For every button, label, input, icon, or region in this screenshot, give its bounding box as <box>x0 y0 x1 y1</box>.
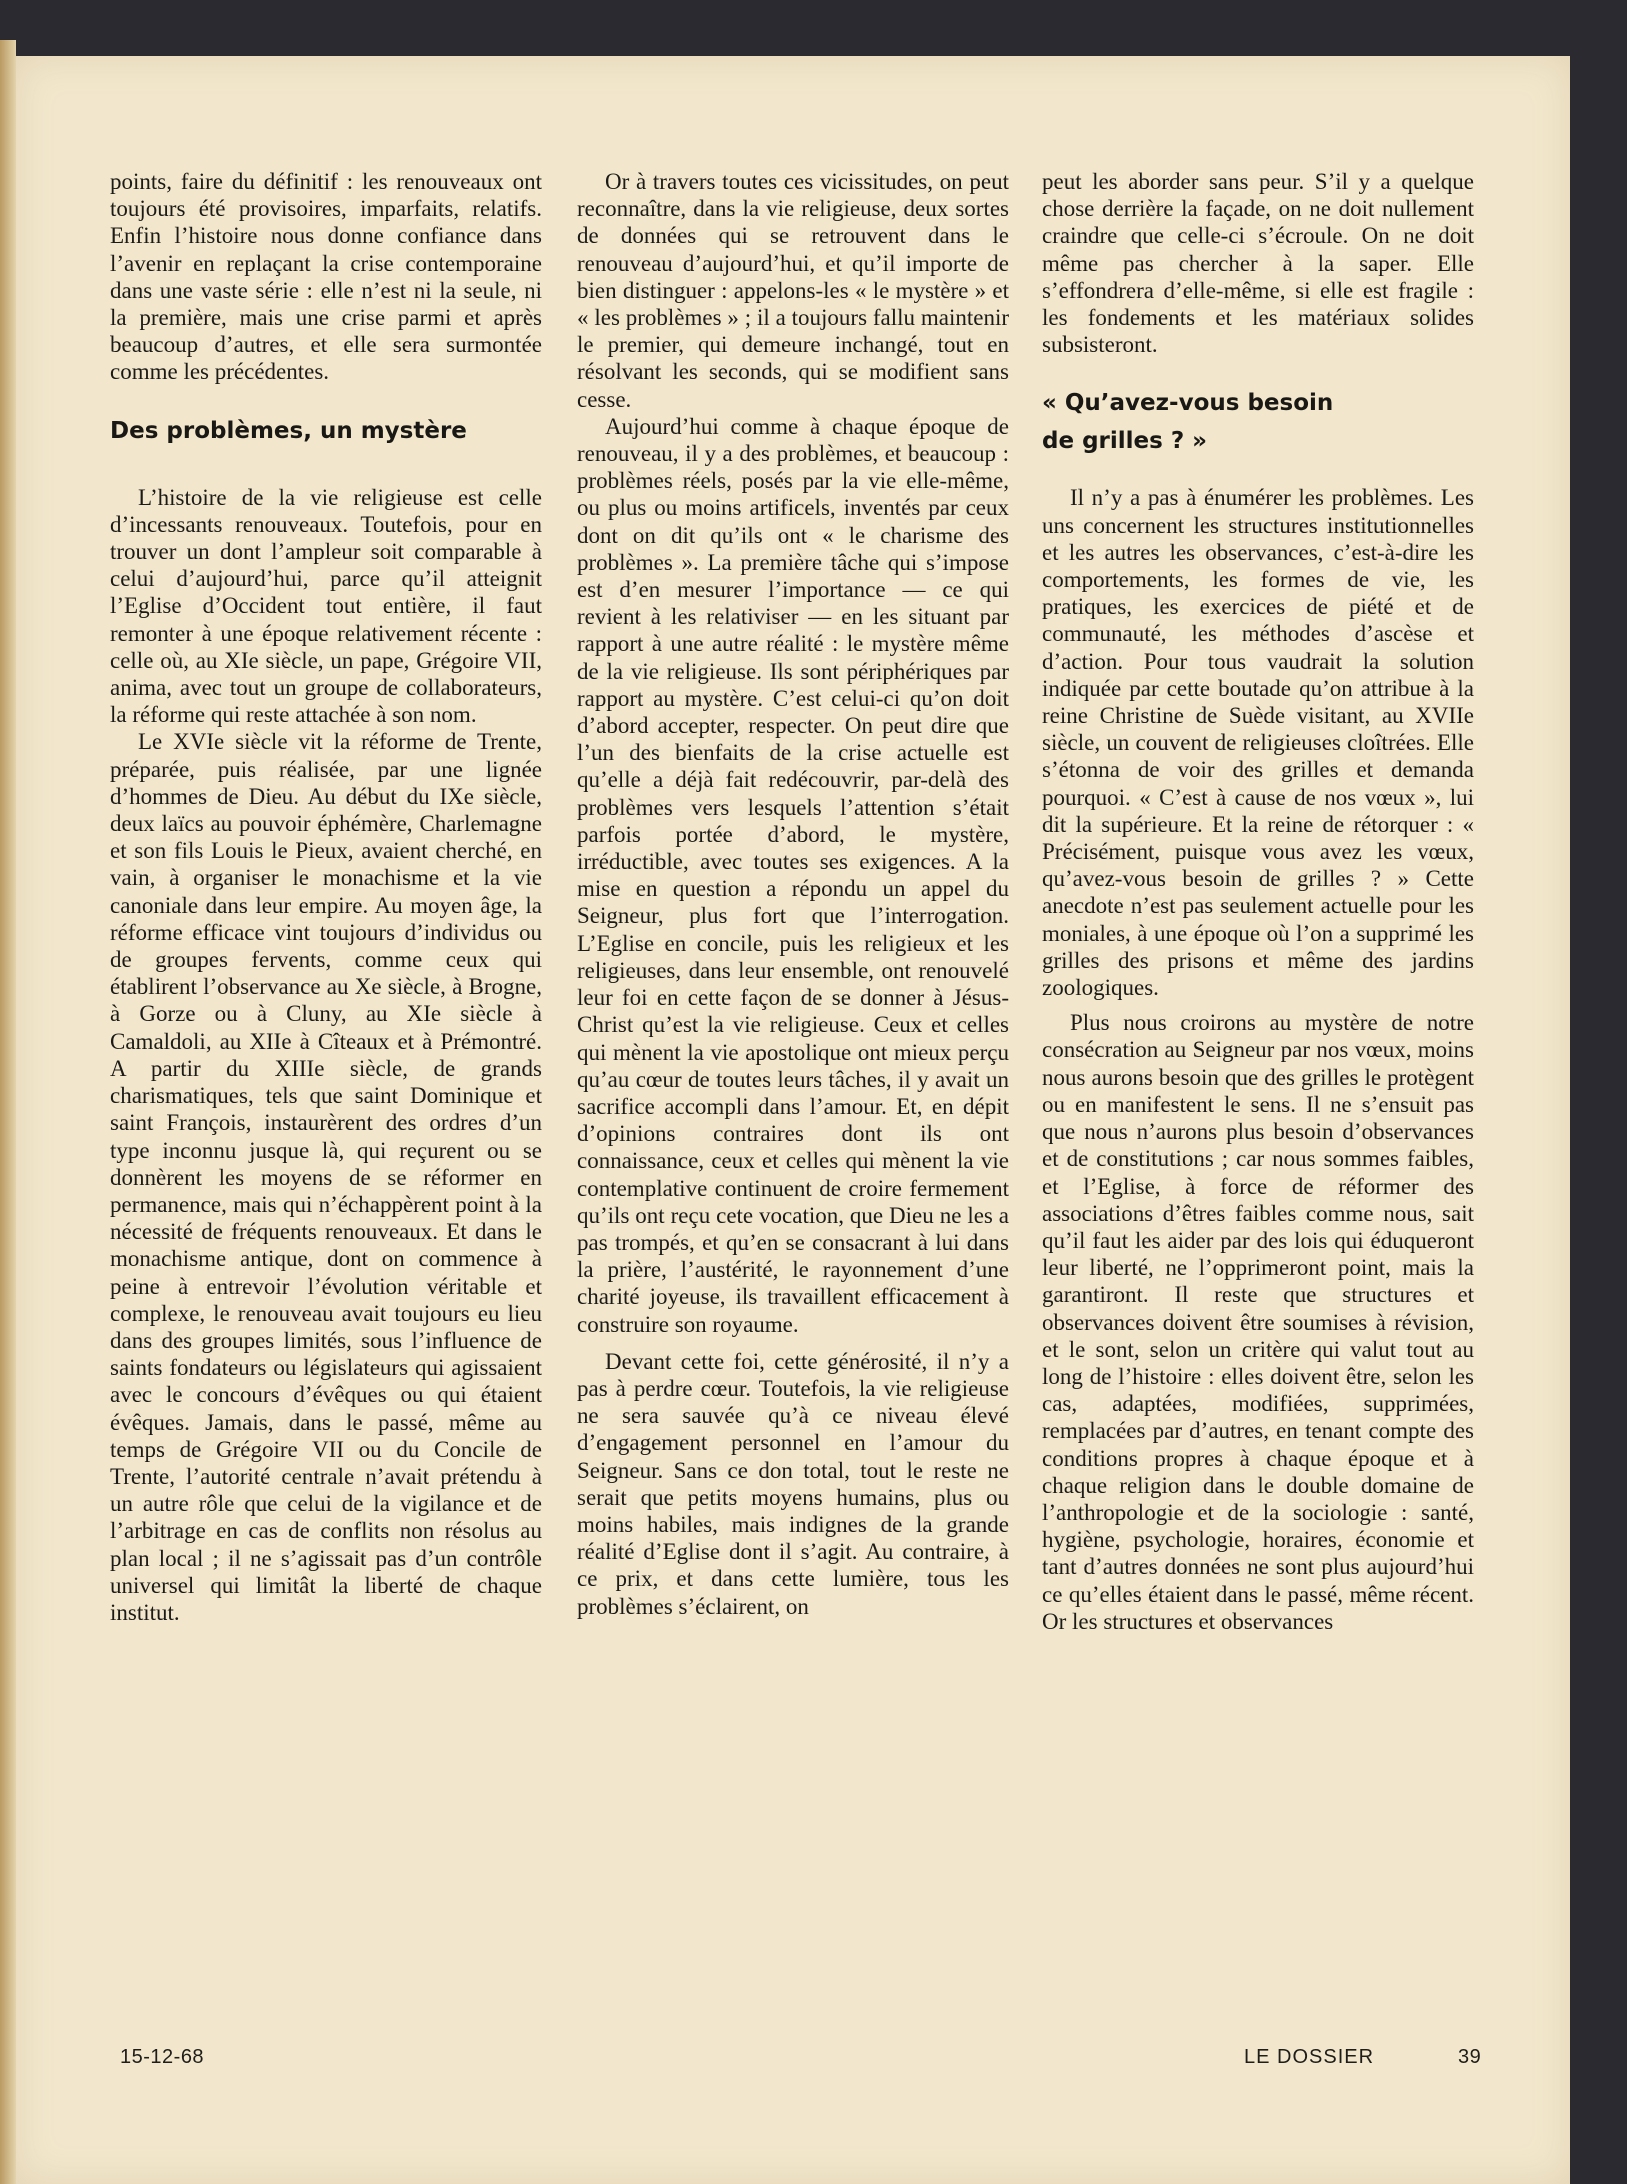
paragraph: Plus nous croirons au mystère de notre consécration au Seigneur par nos vœux, moins nous aurons besoin que des grilles le protègent ou en manifestent le sens. Il ne s’ensuit pas que nous n’aurons plus besoin d’observances et de constitutions ; car nous sommes faibles, et l’Eglise, à force de réformer des associations d’êtres faibles comme nous, sait qu’il faut les aider par des lois qui éduqueront leur liberté, ne l’opprimeront point, mais la garantiront. Il reste que structures et observances doivent être soumises à révision, et le sont, selon un critère qui valut tout au long de l’histoire : elles doivent être, selon les cas, adaptées, modifiées, supprimées, remplacées par d’autres, en tenant compte des conditions propres à chaque époque et à chaque religion dans le double domaine de l’anthropologie et de la sociologie : santé, hygiène, psychologie, horaires, économie et tant d’autres données ne sont plus aujourd’hui ce qu’elles étaient dans le passé, même récent. Or les structures et observances <box>1042 1010 1474 1634</box>
page-edge-strip <box>0 40 16 2184</box>
paragraph: Le XVIe siècle vit la réforme de Trente, préparée, puis réalisée, par une lignée d’hommes de Dieu. Au début du IXe siècle, deux laïcs au pouvoir éphémère, Charlemagne et son fils Louis le Pieux, avaient cherché, en vain, à organiser le monachisme et la vie canoniale dans leur empire. Au moyen âge, la réforme efficace vint toujours d’individus ou de groupes fervents, comme ceux qui établirent l’observance au Xe siècle, à Brogne, à Gorze ou à Cluny, au XIe siècle à Camaldoli, au XIIe à Cîteaux et à Prémontré. A partir du XIIIe siècle, de grands charismatiques, tels que saint Dominique et saint François, instaurèrent des ordres d’un type inconnu jusque là, qui reçurent ou se donnèrent les moyens de se réformer en permanence, mais qui n’échappèrent point à la nécessité de fréquents renouveaux. Et dans le monachisme antique, dont on commence à peine à entrevoir l’évolution véritable et complexe, le renouveau avait toujours eu lieu dans des groupes limités, sous l’influence de saints fondateurs ou législateurs qui agissaient avec le concours d’évêques ou qui étaient évêques. Jamais, dans le passé, même au temps de Grégoire VII ou du Concile de Trente, l’autorité centrale n’avait prétendu à un autre rôle que celui de la vigilance et de l’arbitrage en cas de conflits non résolus au plan local ; il ne s’agissait pas d’un contrôle universel qui limitât la liberté de chaque institut. <box>110 729 542 1625</box>
section-title: LE DOSSIER <box>1244 2046 1375 2068</box>
issue-date: 15-12-68 <box>120 2046 205 2068</box>
text-column-1 <box>110 168 542 1626</box>
section-heading: Des problèmes, un mystère <box>110 417 467 444</box>
magazine-page <box>16 56 1570 2184</box>
paragraph: Aujourd’hui comme à chaque époque de renouveau, il y a des problèmes, et beaucoup : problèmes réels, posés par la vie elle-même, ou plus ou moins artificels, inventés par ceux dont on dit qu’ils ont « le charisme des problèmes ». La première tâche qui s’impose est d’en mesurer l’importance — ce qui revient à les relativiser — en les situant par rapport à une autre réalité : le mystère même de la vie religieuse. Ils sont périphériques par rapport au mystère. C’est celui-ci qu’on doit d’abord accepter, respecter. On peut dire que l’un des bienfaits de la crise actuelle est qu’elle a déjà fait redécouvrir, par-delà des problèmes vers lesquels l’attention s’était parfois portée d’abord, le mystère, irréductible, avec toutes ses exigences. A la mise en question a répondu un appel du Seigneur, plus fort que l’interrogation. L’Eglise en concile, puis les religieux et les religieuses, dans leur ensemble, ont renouvelé leur foi en cette façon de se donner à Jésus-Christ qu’est la vie religieuse. Ceux et celles qui mènent la vie apostolique ont mieux perçu qu’au cœur de toutes leurs tâches, il y avait un sacrifice accompli dans l’amour. Et, en dépit d’opinions contraires dont ils ont connaissance, ceux et celles qui mènent la vie contemplative continuent de croire fermement qu’ils ont reçu cete vocation, que Dieu ne les a pas trompés, et qu’en se consacrant à lui dans la prière, l’austérité, le rayonnement d’une charité joyeuse, ils travaillent efficacement à construire son royaume. <box>577 413 1009 1337</box>
section-heading <box>1042 384 1474 460</box>
paragraph: peut les aborder sans peur. S’il y a quelque chose derrière la façade, on ne doit nullement craindre que celle-ci s’écroule. On ne doit même pas chercher à la saper. Elle s’effondrera d’elle-même, si elle est fragile : les fondements et les matériaux solides subsisteront. <box>1042 169 1474 358</box>
paragraph: Or à travers toutes ces vicissitudes, on peut reconnaître, dans la vie religieuse, deux sortes de données qui se retrouvent dans le renouveau d’aujourd’hui, et qu’il importe de bien distinguer : appelons-les « le mystère » et « les problèmes » ; il a toujours fallu maintenir le premier, qui demeure inchangé, tout en résolvant les seconds, qui se modifient sans cesse. <box>577 169 1009 412</box>
paragraph: L’histoire de la vie religieuse est celle d’incessants renouveaux. Toutefois, pour en trouver un dont l’ampleur soit comparable à celui d’aujourd’hui, parce qu’il atteignit l’Eglise d’Occident tout entière, il faut remonter à une époque relativement récente : celle où, au XIe siècle, un pape, Grégoire VII, anima, avec tout un groupe de collaborateurs, la réforme qui reste attachée à son nom. <box>110 484 542 728</box>
page-number: 39 <box>1458 2046 1482 2068</box>
paragraph: points, faire du définitif : les renouveaux ont toujours été provisoires, imparfaits, relatifs. Enfin l’histoire nous donne confiance dans l’avenir en replaçant la crise contemporaine dans une vaste série : elle n’est ni la seule, ni la première, mais une crise parmi et après beaucoup d’autres, et elle sera surmontée comme les précédentes. <box>110 169 542 385</box>
text-column-2 <box>577 168 1009 1620</box>
paragraph: Devant cette foi, cette générosité, il n’y a pas à perdre cœur. Toutefois, la vie religieuse ne sera sauvée qu’à ce niveau élevé d’engagement personnel en l’amour du Seigneur. Sans ce don total, tout le reste ne serait que petits moyens humains, plus ou moins habiles, mais indignes de la grande réalité d’Eglise dont il s’agit. Au contraire, à ce prix, et dans cette lumière, tous les problèmes s’éclairent, on <box>577 1348 1009 1619</box>
heading-line: de grilles ? » <box>1042 428 1208 455</box>
text-column-3 <box>1042 168 1474 1635</box>
paragraph: Il n’y a pas à énumérer les problèmes. Les uns concernent les structures institutionnelles et les autres les observances, c’est-à-dire les comportements, les formes de vie, les pratiques, les exercices de piété et de communauté, les méthodes d’ascèse et d’action. Pour tous vaudrait la solution indiquée par cette boutade qu’on attribue à la reine Christine de Suède visitant, au XVIIe siècle, un couvent de religieuses cloîtrées. Elle s’étonna de voir des grilles et demanda pourquoi. « C’est à cause de nos vœux », lui dit la supérieure. Et la reine de rétorquer : « Précisément, puisque vous avez les vœux, qu’avez-vous besoin de grilles ? » Cette anecdote n’est pas seulement actuelle pour les moniales, à une époque où l’on a supprimé les grilles des prisons et même des jardins zoologiques. <box>1042 485 1474 1001</box>
heading-line: « Qu’avez-vous besoin <box>1042 390 1334 417</box>
